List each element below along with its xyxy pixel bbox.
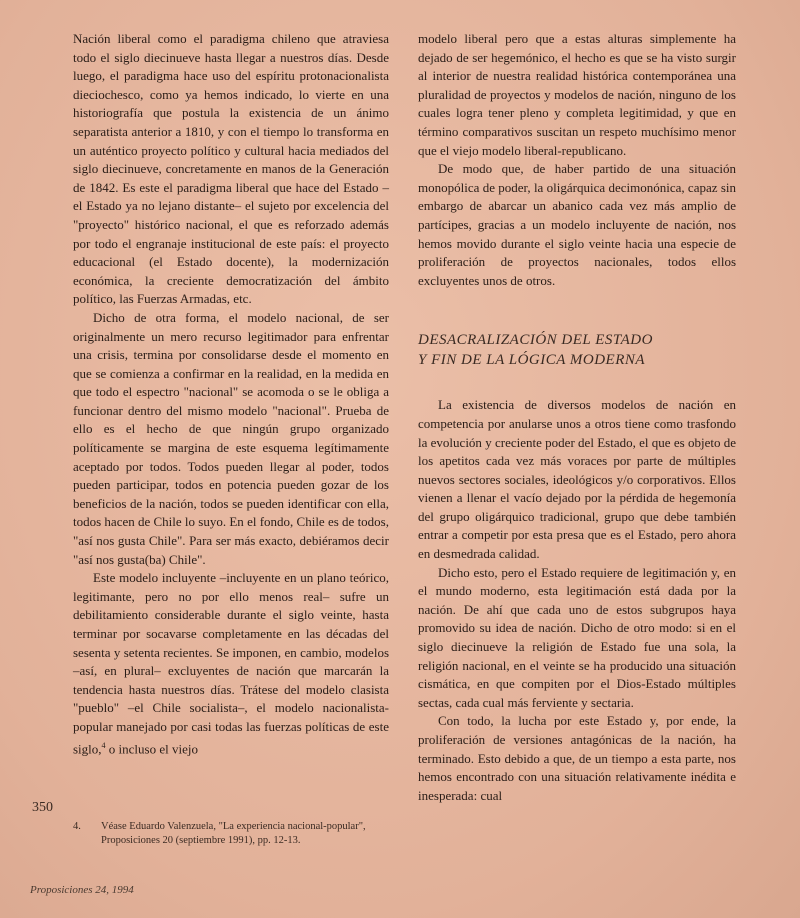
body-paragraph-text: Este modelo incluyente –incluyente en un plano teórico, legitimante, pero no por ello menos real– sufre un debilitamiento considerable durante el siglo veinte, hasta terminar por socavarse completamente en las décadas del sesenta y setenta recientes. Se imponen, en cambio, modelos –así, en plural– excluyentes de nación que marcarán la tendencia hasta nuestros días. Trátese del modelo clasista "pueblo" –el Chile socialista–, el modelo nacionalista-popular manejado por casi todas las fuerzas políticas de este siglo, xyxy=(73,570,389,756)
body-paragraph xyxy=(73,569,389,758)
body-paragraph: modelo liberal pero que a estas alturas simplemente ha dejado de ser hegemónico, el hecho es que se ha visto surgir al interior de nuestra realidad histórica contemporánea una pluralidad de proyectos y modelos de nación, ninguno de los cuales logra tener pleno y completa legitimidad, y que en término comparativos suscitan un respeto muchísimo menor que el viejo modelo liberal-republicano. xyxy=(418,31,736,158)
right-column xyxy=(418,30,736,805)
footnote xyxy=(73,820,373,848)
page-number: 350 xyxy=(32,800,53,815)
journal-footer: Proposiciones 24, 1994 xyxy=(30,884,134,896)
footnote-reference[interactable]: 4 xyxy=(101,740,106,750)
body-paragraph: De modo que, de haber partido de una situación monopólica de poder, la oligárquica decimonónica, capaz sin embargo de abarcar un abanico cada vez más amplio de partícipes, gracias a un modelo incluyente de nación, nos hemos movido durante el siglo veinte hacia una especie de proliferación de proyectos nacionales, todos ellos excluyentes unos de otros. xyxy=(418,161,736,288)
body-paragraph-tail: o incluso el viejo xyxy=(105,740,198,756)
left-column xyxy=(73,30,389,758)
section-heading-line: Y FIN DE LA LÓGICA MODERNA xyxy=(418,352,646,369)
body-paragraph: Dicho esto, pero el Estado requiere de legitimación y, en el mundo moderno, esta legitimación está dada por la nación. De ahí que cada uno de estos subgrupos haya promovido su idea de nación. Dicho de otro modo: si en el siglo diecinueve la religión de Estado fue una sola, la religión nacional, en el veinte se ha producido una situación cismática, en que compiten por el Dios-Estado múltiples sectas, cada cual más ferviente y sectaria. xyxy=(418,564,736,710)
body-paragraph: Nación liberal como el paradigma chileno que atraviesa todo el siglo diecinueve hasta llegar a nuestros días. Desde luego, el paradigma hace uso del espíritu protonacionalista dieciochesco, como ya hemos indicado, lo vierte en una historiografía que postula la existencia de un ánimo separatista anterior a 1810, y con el tiempo lo transforma en un auténtico proyecto político y cultural hacia mediados del siglo diecinueve, concretamente en manos de la Generación de 1842. Es este el paradigma liberal que hace del Estado –el Estado ya no lejano distante– el sujeto por excelencia del "proyecto" histórico nacional, el que es reforzado además por todo el engranaje institucional de este país: el proyecto educacional (el Estado docente), la modernización económica, la creciente democratización del ámbito político, las Fuerzas Armadas, etc. xyxy=(73,31,389,307)
body-paragraph: Dicho de otra forma, el modelo nacional, de ser originalmente un mero recurso legitimador para enfrentar una crisis, termina por consolidarse desde el momento en que se comienza a confirmar en la realidad, en la medida en que todo el espectro "nacional" se acomoda o se le obliga a funcionar dentro del mismo modelo "nacional". Prueba de ello es el hecho de que ningún grupo organizado políticamente se margina de este esquema legítimamente aceptado por todos. Todos pueden llegar al poder, todos pueden participar, todos en potencia pueden gozar de los beneficios de la nación, todos se pueden identificar con ella, todos hacen de Chile lo suyo. En el fondo, Chile es de todos, "así nos gusta Chile". Para ser más exacto, debiéramos decir "así nos gusta(ba) Chile". xyxy=(73,309,389,567)
body-paragraph: Con todo, la lucha por este Estado y, por ende, la proliferación de versiones antagónicas de la nación, ha terminado. Esto debido a que, de un tiempo a esta parte, nos hemos encontrado con una situación relativamente inédita e inesperada: cual xyxy=(418,713,736,803)
footnote-number: 4. xyxy=(73,821,81,832)
footnote-text: Véase Eduardo Valenzuela, "La experiencia nacional-popular", Proposiciones 20 (septiembre 1991), pp. 12-13. xyxy=(101,821,366,846)
section-heading-line: DESACRALIZACIÓN DEL ESTADO xyxy=(418,332,653,349)
section-heading xyxy=(418,330,736,370)
body-paragraph: La existencia de diversos modelos de nación en competencia por anularse unos a otros tiene como trasfondo la evolución y creciente poder del Estado, el que es objeto de los apetitos cada vez más voraces por parte de múltiples nuevos sectores sociales, ideológicos y/o corporativos. Ellos vienen a llenar el vacío dejado por la pérdida de hegemonía del grupo oligárquico tradicional, grupo que debe también entrar a competir por esta presa que es el Estado, pero ahora en desmedrada calidad. xyxy=(418,397,736,562)
